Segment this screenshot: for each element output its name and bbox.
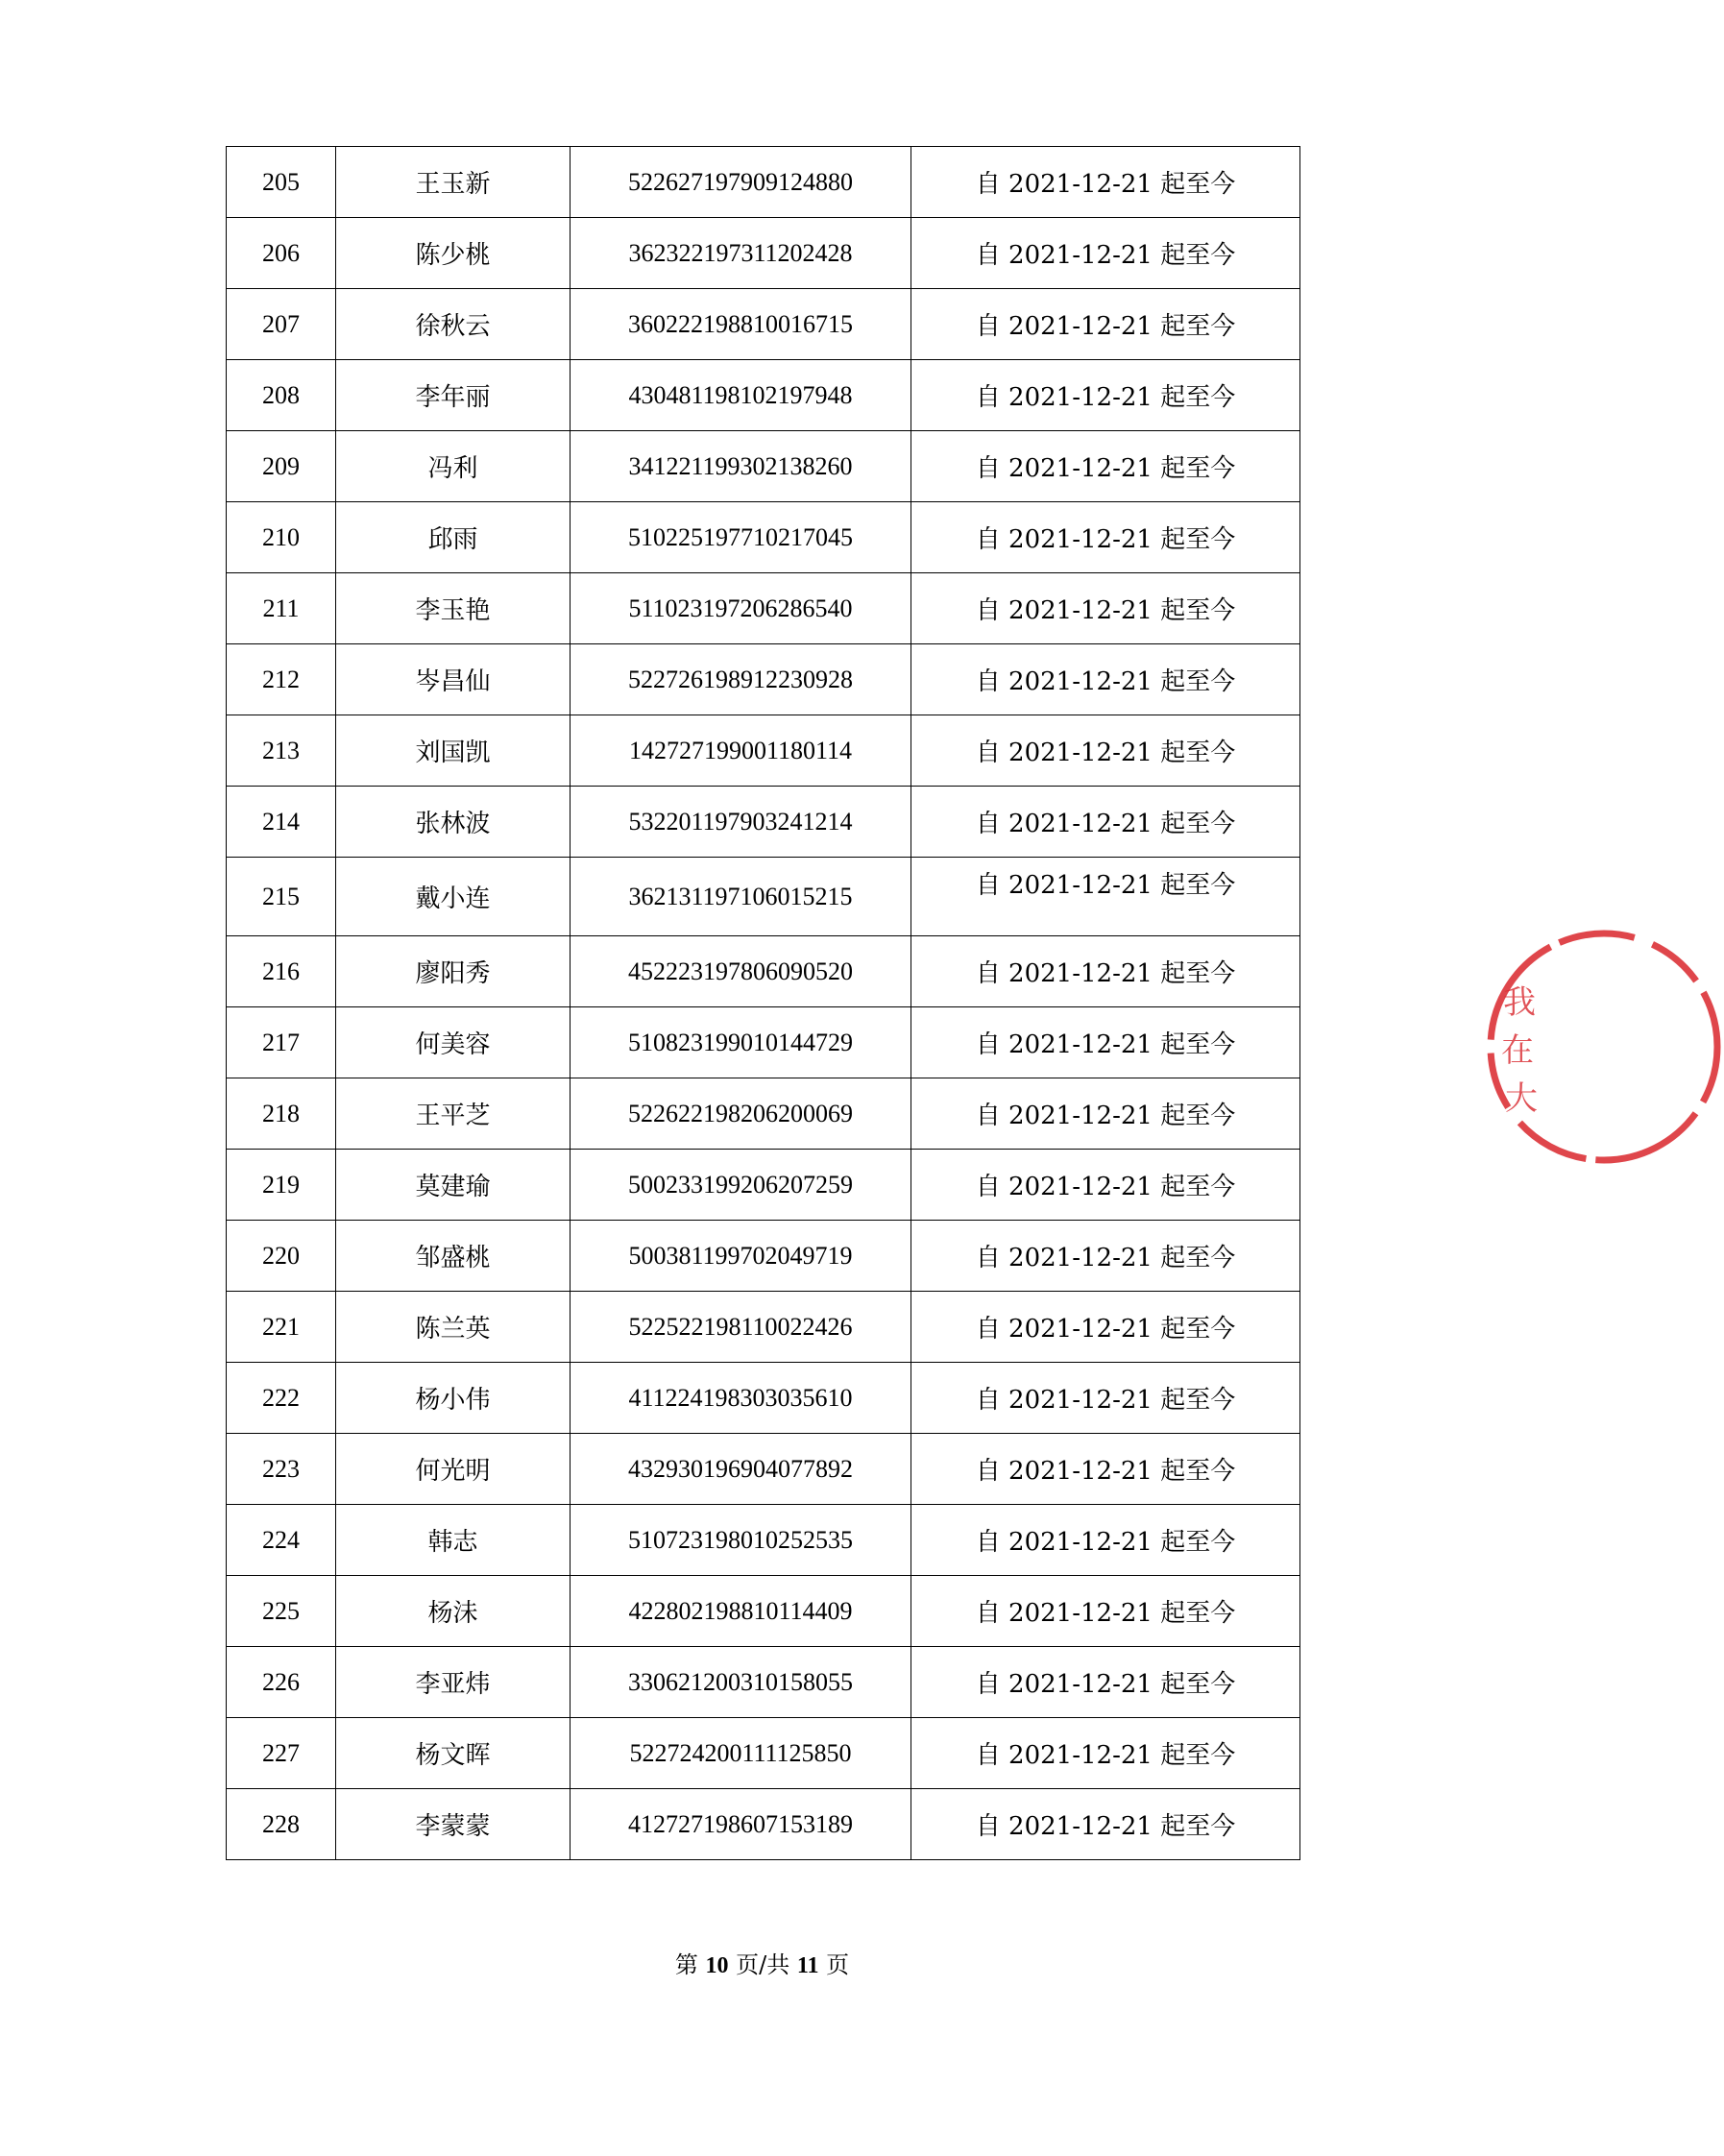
person-name: 徐秋云: [336, 289, 571, 360]
employment-period: 自 2021-12-21 起至今: [911, 1363, 1300, 1434]
employment-period: 自 2021-12-21 起至今: [911, 573, 1300, 644]
row-number: 225: [227, 1576, 336, 1647]
row-number: 223: [227, 1434, 336, 1505]
id-number: 142727199001180114: [571, 715, 911, 787]
row-number: 227: [227, 1718, 336, 1789]
footer-prefix: 第: [674, 1951, 698, 1978]
person-name: 刘国凯: [336, 715, 571, 787]
employment-period: 自 2021-12-21 起至今: [911, 1576, 1300, 1647]
employment-period: 自 2021-12-21 起至今: [911, 1150, 1300, 1221]
row-number: 210: [227, 502, 336, 573]
row-number: 213: [227, 715, 336, 787]
employment-period: 自 2021-12-21 起至今: [911, 1007, 1300, 1078]
id-number: 360222198810016715: [571, 289, 911, 360]
table-row: [227, 936, 1300, 1007]
id-number: 511023197206286540: [571, 573, 911, 644]
id-number: 362131197106015215: [571, 858, 911, 936]
person-name: 王玉新: [336, 147, 571, 218]
id-number: 452223197806090520: [571, 936, 911, 1007]
employment-period: 自 2021-12-21 起至今: [911, 289, 1300, 360]
id-number: 411224198303035610: [571, 1363, 911, 1434]
table-body: [227, 147, 1300, 1860]
person-name: 冯利: [336, 431, 571, 502]
id-number: 500381199702049719: [571, 1221, 911, 1292]
table-row: [227, 1718, 1300, 1789]
id-number: 532201197903241214: [571, 787, 911, 858]
row-number: 216: [227, 936, 336, 1007]
table-row: [227, 1434, 1300, 1505]
table-row: [227, 218, 1300, 289]
employment-period: 自 2021-12-21 起至今: [911, 1647, 1300, 1718]
table-row: [227, 1150, 1300, 1221]
row-number: 214: [227, 787, 336, 858]
table-row: [227, 1363, 1300, 1434]
table-row: [227, 360, 1300, 431]
employment-period: 自 2021-12-21 起至今: [911, 360, 1300, 431]
person-name: 陈兰英: [336, 1292, 571, 1363]
id-number: 510225197710217045: [571, 502, 911, 573]
id-number: 510823199010144729: [571, 1007, 911, 1078]
person-name: 廖阳秀: [336, 936, 571, 1007]
employment-period: 自 2021-12-21 起至今: [911, 858, 1300, 936]
row-number: 219: [227, 1150, 336, 1221]
person-name: 戴小连: [336, 858, 571, 936]
id-number: 330621200310158055: [571, 1647, 911, 1718]
employment-period: 自 2021-12-21 起至今: [911, 787, 1300, 858]
employment-period: 自 2021-12-21 起至今: [911, 715, 1300, 787]
id-number: 432930196904077892: [571, 1434, 911, 1505]
seal-char-2: 在: [1501, 1031, 1534, 1070]
person-name: 陈少桃: [336, 218, 571, 289]
person-name: 李年丽: [336, 360, 571, 431]
table-row: [227, 1505, 1300, 1576]
id-number: 522622198206200069: [571, 1078, 911, 1150]
id-number: 412727198607153189: [571, 1789, 911, 1860]
seal-char-3: 大: [1505, 1079, 1538, 1118]
person-name: 莫建瑜: [336, 1150, 571, 1221]
table-row: [227, 1647, 1300, 1718]
employment-period: 自 2021-12-21 起至今: [911, 218, 1300, 289]
row-number: 218: [227, 1078, 336, 1150]
table-row: [227, 147, 1300, 218]
person-name: 杨文晖: [336, 1718, 571, 1789]
employment-period: 自 2021-12-21 起至今: [911, 936, 1300, 1007]
person-name: 王平芝: [336, 1078, 571, 1150]
employment-period: 自 2021-12-21 起至今: [911, 1789, 1300, 1860]
row-number: 215: [227, 858, 336, 936]
row-number: 209: [227, 431, 336, 502]
person-name: 杨沬: [336, 1576, 571, 1647]
table-row: [227, 1576, 1300, 1647]
person-name: 李亚炜: [336, 1647, 571, 1718]
id-number: 522724200111125850: [571, 1718, 911, 1789]
employment-period: 自 2021-12-21 起至今: [911, 1718, 1300, 1789]
table-row: [227, 787, 1300, 858]
employment-period: 自 2021-12-21 起至今: [911, 431, 1300, 502]
employment-period: 自 2021-12-21 起至今: [911, 147, 1300, 218]
person-name: 韩志: [336, 1505, 571, 1576]
id-number: 430481198102197948: [571, 360, 911, 431]
employment-period: 自 2021-12-21 起至今: [911, 644, 1300, 715]
id-number: 522627197909124880: [571, 147, 911, 218]
table-row: [227, 644, 1300, 715]
id-number: 510723198010252535: [571, 1505, 911, 1576]
employment-period: 自 2021-12-21 起至今: [911, 502, 1300, 573]
id-number: 522522198110022426: [571, 1292, 911, 1363]
employment-period: 自 2021-12-21 起至今: [911, 1078, 1300, 1150]
person-name: 岑昌仙: [336, 644, 571, 715]
row-number: 222: [227, 1363, 336, 1434]
row-number: 221: [227, 1292, 336, 1363]
row-number: 217: [227, 1007, 336, 1078]
footer-total-pages: 11: [796, 1953, 819, 1978]
row-number: 208: [227, 360, 336, 431]
employment-period: 自 2021-12-21 起至今: [911, 1221, 1300, 1292]
row-number: 228: [227, 1789, 336, 1860]
id-number: 362322197311202428: [571, 218, 911, 289]
footer-suffix: 页: [826, 1951, 850, 1978]
employment-period: 自 2021-12-21 起至今: [911, 1505, 1300, 1576]
row-number: 211: [227, 573, 336, 644]
table-row: [227, 1007, 1300, 1078]
table-row: [227, 858, 1300, 936]
row-number: 206: [227, 218, 336, 289]
row-number: 220: [227, 1221, 336, 1292]
table-row: [227, 502, 1300, 573]
page-footer: [0, 1946, 1524, 1979]
table-row: [227, 1789, 1300, 1860]
seal-char-1: 我: [1503, 983, 1536, 1022]
row-number: 212: [227, 644, 336, 715]
footer-current-page: 10: [705, 1953, 729, 1978]
person-name: 李蒙蒙: [336, 1789, 571, 1860]
id-number: 500233199206207259: [571, 1150, 911, 1221]
table-row: [227, 289, 1300, 360]
table-row: [227, 715, 1300, 787]
person-name: 张林波: [336, 787, 571, 858]
id-number: 422802198810114409: [571, 1576, 911, 1647]
person-name: 邹盛桃: [336, 1221, 571, 1292]
employment-period: 自 2021-12-21 起至今: [911, 1434, 1300, 1505]
table-row: [227, 573, 1300, 644]
row-number: 205: [227, 147, 336, 218]
table-row: [227, 431, 1300, 502]
personnel-table: [226, 146, 1300, 1860]
table-row: [227, 1292, 1300, 1363]
row-number: 207: [227, 289, 336, 360]
id-number: 341221199302138260: [571, 431, 911, 502]
employment-period: 自 2021-12-21 起至今: [911, 1292, 1300, 1363]
person-name: 李玉艳: [336, 573, 571, 644]
row-number: 224: [227, 1505, 336, 1576]
person-name: 何光明: [336, 1434, 571, 1505]
table-row: [227, 1078, 1300, 1150]
person-name: 何美容: [336, 1007, 571, 1078]
footer-middle: 页/共: [736, 1951, 790, 1978]
official-seal-stamp: [1484, 922, 1724, 1172]
person-name: 杨小伟: [336, 1363, 571, 1434]
row-number: 226: [227, 1647, 336, 1718]
table-row: [227, 1221, 1300, 1292]
id-number: 522726198912230928: [571, 644, 911, 715]
person-name: 邱雨: [336, 502, 571, 573]
